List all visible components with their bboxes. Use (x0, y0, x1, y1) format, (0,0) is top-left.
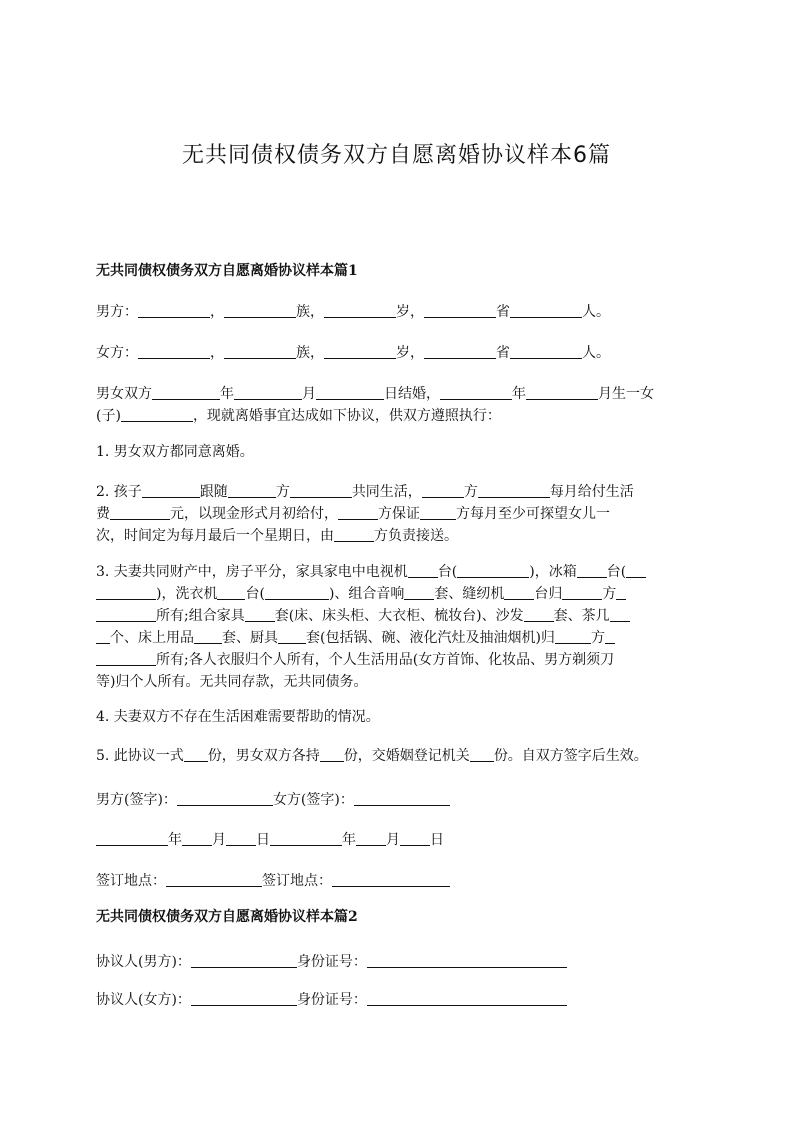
item-2 (96, 481, 700, 547)
text-segment: 方 (590, 630, 605, 646)
section2-heading: 无共同债权债务双方自愿离婚协议样本篇2 (96, 909, 358, 925)
blank-underline (367, 991, 567, 1006)
text-segment: 男方(签字)： (96, 792, 177, 808)
blank-underline (191, 953, 297, 968)
text-segment: )，洗衣机 (156, 586, 218, 602)
text-segment: 族， (296, 304, 324, 320)
blank-underline (408, 563, 438, 578)
text-segment: 份，男女双方各持 (207, 748, 320, 764)
text-segment: 共同生活， (351, 484, 422, 500)
text-segment: 每月给付生活 (549, 484, 634, 500)
wife-info-line (96, 342, 700, 364)
text-segment (96, 503, 700, 525)
text-segment: 方每月至少可探望女儿一 (456, 506, 610, 522)
blank-underline (152, 385, 220, 400)
text-segment (96, 583, 700, 605)
blank-underline (320, 747, 344, 762)
text-segment: 协议人(男方)： (96, 954, 191, 970)
blank-underline (420, 505, 456, 520)
text-segment: 年 (168, 832, 182, 848)
place-line (96, 870, 700, 892)
blank-underline (354, 791, 450, 806)
text-segment: 日结婚， (384, 386, 440, 402)
section1-heading: 无共同债权债务双方自愿离婚协议样本篇1 (96, 263, 358, 279)
text-segment: ， (210, 304, 224, 320)
text-segment: 元，以现金形式月初给付， (170, 506, 338, 522)
blank-underline (184, 747, 208, 762)
blank-underline (470, 747, 494, 762)
text-segment: 套(包括锅、碗、液化汽灶及抽油烟机)归 (306, 630, 555, 646)
text-segment: 月 (386, 832, 400, 848)
text-segment: 签订地点： (96, 873, 166, 889)
text-segment: 省 (496, 304, 510, 320)
text-segment: 个、床上用品 (110, 630, 194, 646)
blank-underline (265, 585, 329, 600)
blank-underline (191, 991, 297, 1006)
text-segment: 套、厨具 (222, 630, 278, 646)
text-segment (96, 383, 700, 405)
marriage-paragraph (96, 383, 700, 427)
text-segment (96, 649, 700, 671)
text-segment (96, 561, 700, 583)
blank-underline (177, 791, 273, 806)
text-segment: 方负责接送。 (374, 528, 458, 544)
text-segment: ， (210, 345, 224, 361)
text-segment: 台( (245, 586, 265, 602)
text-segment: 方 (275, 484, 290, 500)
text-segment: 费 (96, 506, 110, 522)
blank-underline (166, 872, 262, 887)
blank-underline (562, 585, 602, 600)
text-segment: 2. 孩子 (96, 484, 142, 500)
text-segment: 套、茶几 (553, 608, 610, 624)
blank-underline (338, 505, 378, 520)
blank-underline (278, 629, 306, 644)
item-4: 4. 夫妻双方不存在生活困难需要帮助的情况。 (96, 709, 380, 725)
text-segment: 身份证号： (296, 954, 367, 970)
text-segment: 3. 夫妻共同财产中，房子平分，家具家电中电视机 (96, 564, 408, 580)
blank (324, 344, 396, 359)
blank-underline (96, 629, 110, 644)
blank-underline (290, 483, 352, 498)
blank-underline (577, 563, 607, 578)
blank-underline (96, 607, 156, 622)
text-segment: 岁， (396, 304, 424, 320)
text-segment (96, 481, 700, 503)
text-segment: 签订地点： (262, 873, 332, 889)
blank-underline (616, 585, 626, 600)
blank-underline (121, 407, 193, 422)
text-segment: (子) (96, 408, 121, 424)
text-segment: 所有;组合家具 (156, 608, 245, 624)
text-segment: 次，时间定为每月最后一个星期日，由 (96, 528, 334, 544)
text-segment: 方 (463, 484, 478, 500)
text-segment (96, 525, 700, 547)
text-segment: 方 (602, 586, 617, 602)
text-segment: 人。 (582, 304, 610, 320)
text-segment: 协议人(女方)： (96, 992, 191, 1008)
signature-line (96, 789, 700, 811)
blank (224, 344, 296, 359)
text-segment (96, 405, 700, 427)
blank-underline (96, 831, 168, 846)
blank (424, 303, 496, 318)
blank-underline (270, 831, 342, 846)
blank-underline (226, 831, 256, 846)
item-1: 1. 男女双方都同意离婚。 (96, 444, 254, 460)
blank-underline (194, 629, 222, 644)
blank (224, 303, 296, 318)
blank (510, 344, 582, 359)
text-segment: 月生一女 (598, 386, 654, 402)
blank (510, 303, 582, 318)
item-5 (96, 745, 700, 767)
text-segment: 台归 (534, 586, 563, 602)
blank (138, 303, 210, 318)
blank-underline (478, 483, 550, 498)
text-segment: 女方(签字)： (272, 792, 354, 808)
item-3 (96, 561, 700, 693)
text-segment: 方保证 (378, 506, 420, 522)
blank-underline (234, 385, 302, 400)
blank-underline (110, 505, 170, 520)
text-segment: 身份证号： (296, 992, 367, 1008)
section2-husband-line (96, 951, 700, 973)
blank-underline (526, 385, 598, 400)
blank-underline (142, 483, 200, 498)
blank-underline (356, 831, 386, 846)
blank-underline (626, 563, 646, 578)
text-segment: 所有;各人衣服归个人所有，个人生活用品(女方首饰、化妆品、男方剃须刀 (156, 652, 615, 668)
blank-underline (457, 563, 529, 578)
text-segment (96, 671, 700, 693)
blank-underline (422, 483, 464, 498)
text-segment: )，冰箱 (529, 564, 577, 580)
text-segment: 跟随 (199, 484, 228, 500)
text-segment (96, 605, 700, 627)
text-segment: 人。 (582, 345, 610, 361)
date-line (96, 829, 700, 851)
text-segment: 年 (512, 386, 526, 402)
text-segment: )、组合音响 (328, 586, 405, 602)
blank-underline (605, 629, 615, 644)
text-segment: 女方： (96, 345, 138, 361)
text-segment: 套(床、床头柜、大衣柜、梳妆台)、沙发 (274, 608, 524, 624)
text-segment: 份，交婚姻登记机关 (343, 748, 470, 764)
text-segment: 族， (296, 345, 324, 361)
text-segment: 月 (212, 832, 226, 848)
text-segment: 等)归个人所有。无共同存款，无共同债务。 (96, 674, 368, 690)
text-segment: 日 (256, 832, 270, 848)
text-segment: ，现就离婚事宜达成如下协议，供双方遵照执行： (192, 408, 501, 424)
blank-underline (504, 585, 534, 600)
text-segment: 台( (437, 564, 458, 580)
blank (324, 303, 396, 318)
blank-underline (96, 651, 156, 666)
text-segment: 5. 此协议一式 (96, 748, 184, 764)
text-segment: 男方： (96, 304, 138, 320)
text-segment: 台( (606, 564, 627, 580)
text-segment: 年 (220, 386, 234, 402)
blank (138, 344, 210, 359)
text-segment (96, 627, 700, 649)
blank-underline (217, 585, 245, 600)
blank-underline (400, 831, 430, 846)
blank-underline (440, 385, 512, 400)
text-segment: 男女双方 (96, 386, 152, 402)
blank-underline (182, 831, 212, 846)
blank-underline (610, 607, 630, 622)
blank-underline (228, 483, 276, 498)
document-title: 无共同债权债务双方自愿离婚协议样本6篇 (182, 143, 611, 168)
text-segment: 份。自双方签字后生效。 (493, 748, 648, 764)
text-segment: 日 (430, 832, 444, 848)
blank-underline (524, 607, 554, 622)
blank-underline (555, 629, 591, 644)
blank-underline (404, 585, 434, 600)
blank-underline (96, 585, 156, 600)
text-segment: 省 (496, 345, 510, 361)
blank (424, 344, 496, 359)
section2-wife-line (96, 989, 700, 1011)
blank-underline (332, 872, 450, 887)
text-segment: 月 (302, 386, 316, 402)
husband-info-line (96, 301, 700, 323)
blank-underline (367, 953, 567, 968)
blank-underline (316, 385, 384, 400)
blank-underline (245, 607, 275, 622)
blank-underline (334, 527, 374, 542)
text-segment: 岁， (396, 345, 424, 361)
text-segment: 套、缝纫机 (434, 586, 505, 602)
text-segment: 年 (342, 832, 356, 848)
